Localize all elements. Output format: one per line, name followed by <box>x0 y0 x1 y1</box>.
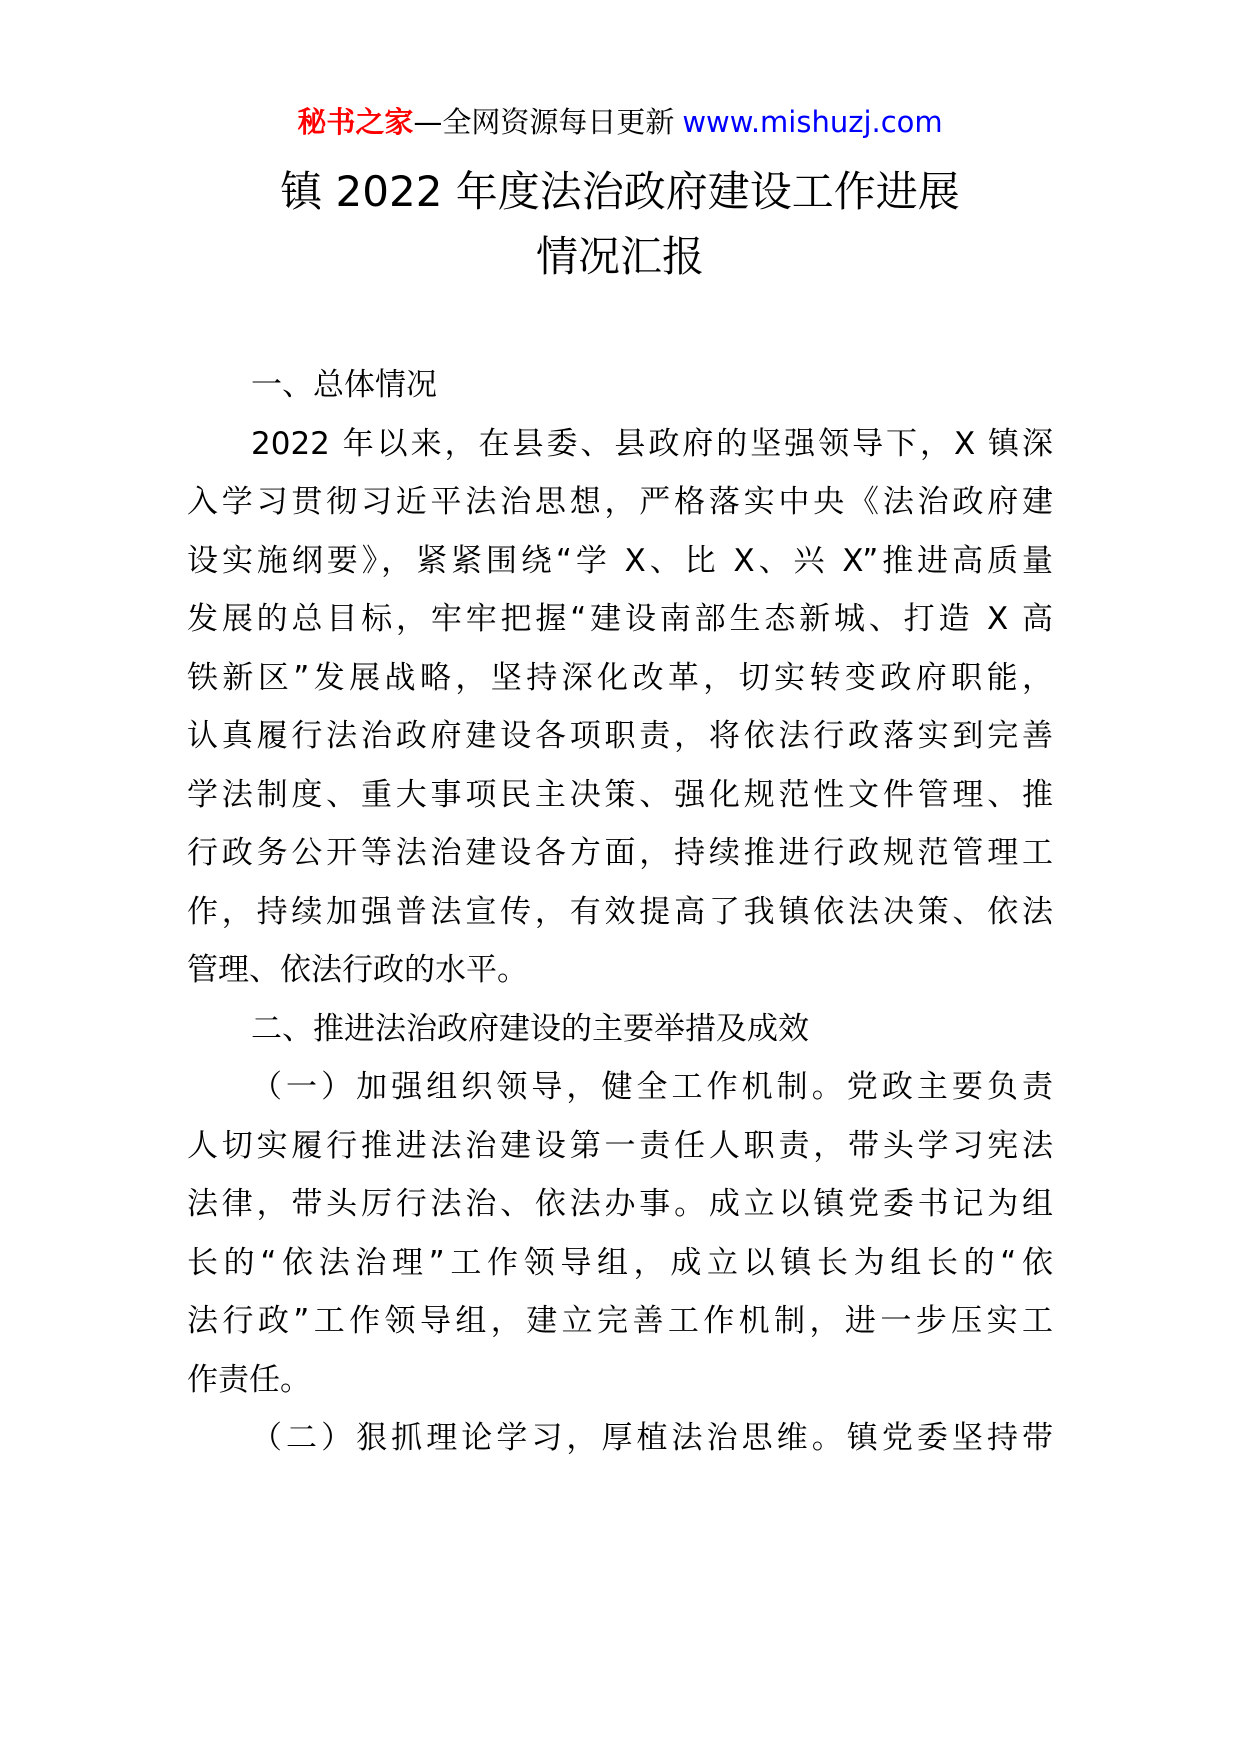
paragraph-line: 铁新区”发展战略，坚持深化改革，切实转变政府职能， <box>187 659 1053 696</box>
paragraph-line: 作责任。 <box>187 1361 311 1398</box>
paragraph-line: 学法制度、重大事项民主决策、强化规范性文件管理、推 <box>187 776 1053 813</box>
banner-tagline: —全网资源每日更新 <box>413 105 675 139</box>
paragraph-line: 人切实履行推进法治建设第一责任人职责，带头学习宪法 <box>187 1127 1053 1164</box>
paragraph-line: 长的“依法治理”工作领导组，成立以镇长为组长的“依 <box>187 1244 1053 1281</box>
paragraph-line: 法律，带头厉行法治、依法办事。成立以镇党委书记为组 <box>187 1186 1053 1222</box>
paragraph-line: 发展的总目标，牢牢把握“建设南部生态新城、打造 X 高 <box>187 601 1053 637</box>
subsection-paragraph-line: （一）加强组织领导，健全工作机制。党政主要负责 <box>251 1069 1053 1105</box>
banner-url-link[interactable]: www.mishuzj.com <box>682 105 943 139</box>
paragraph-line: 入学习贯彻习近平法治思想，严格落实中央《法治政府建 <box>187 484 1053 520</box>
paragraph-line: 作，持续加强普法宣传，有效提高了我镇依法决策、依法 <box>187 893 1053 930</box>
document-title-line-1: 镇 2022 年度法治政府建设工作进展 <box>280 167 960 216</box>
banner-brand: 秘书之家 <box>297 105 414 139</box>
paragraph-line: 设实施纲要》，紧紧围绕“学 X、比 X、兴 X”推进高质量 <box>187 542 1053 579</box>
paragraph-line: 管理、依法行政的水平。 <box>187 952 528 988</box>
site-banner <box>0 102 1240 142</box>
paragraph-line: 行政务公开等法治建设各方面，持续推进行政规范管理工 <box>187 835 1053 871</box>
subsection-paragraph-line: （二）狠抓理论学习，厚植法治思维。镇党委坚持带 <box>251 1420 1053 1456</box>
document-body <box>187 356 1053 1468</box>
section-heading-1: 一、总体情况 <box>251 367 437 403</box>
paragraph-line: 法行政”工作领导组，建立完善工作机制，进一步压实工 <box>187 1303 1053 1339</box>
paragraph-line: 认真履行法治政府建设各项职责，将依法行政落实到完善 <box>187 718 1053 754</box>
paragraph-line: 2022 年以来，在县委、县政府的坚强领导下，X 镇深 <box>251 425 1053 462</box>
section-heading-2: 二、推进法治政府建设的主要举措及成效 <box>251 1010 809 1047</box>
document-title-line-2: 情况汇报 <box>535 232 704 281</box>
